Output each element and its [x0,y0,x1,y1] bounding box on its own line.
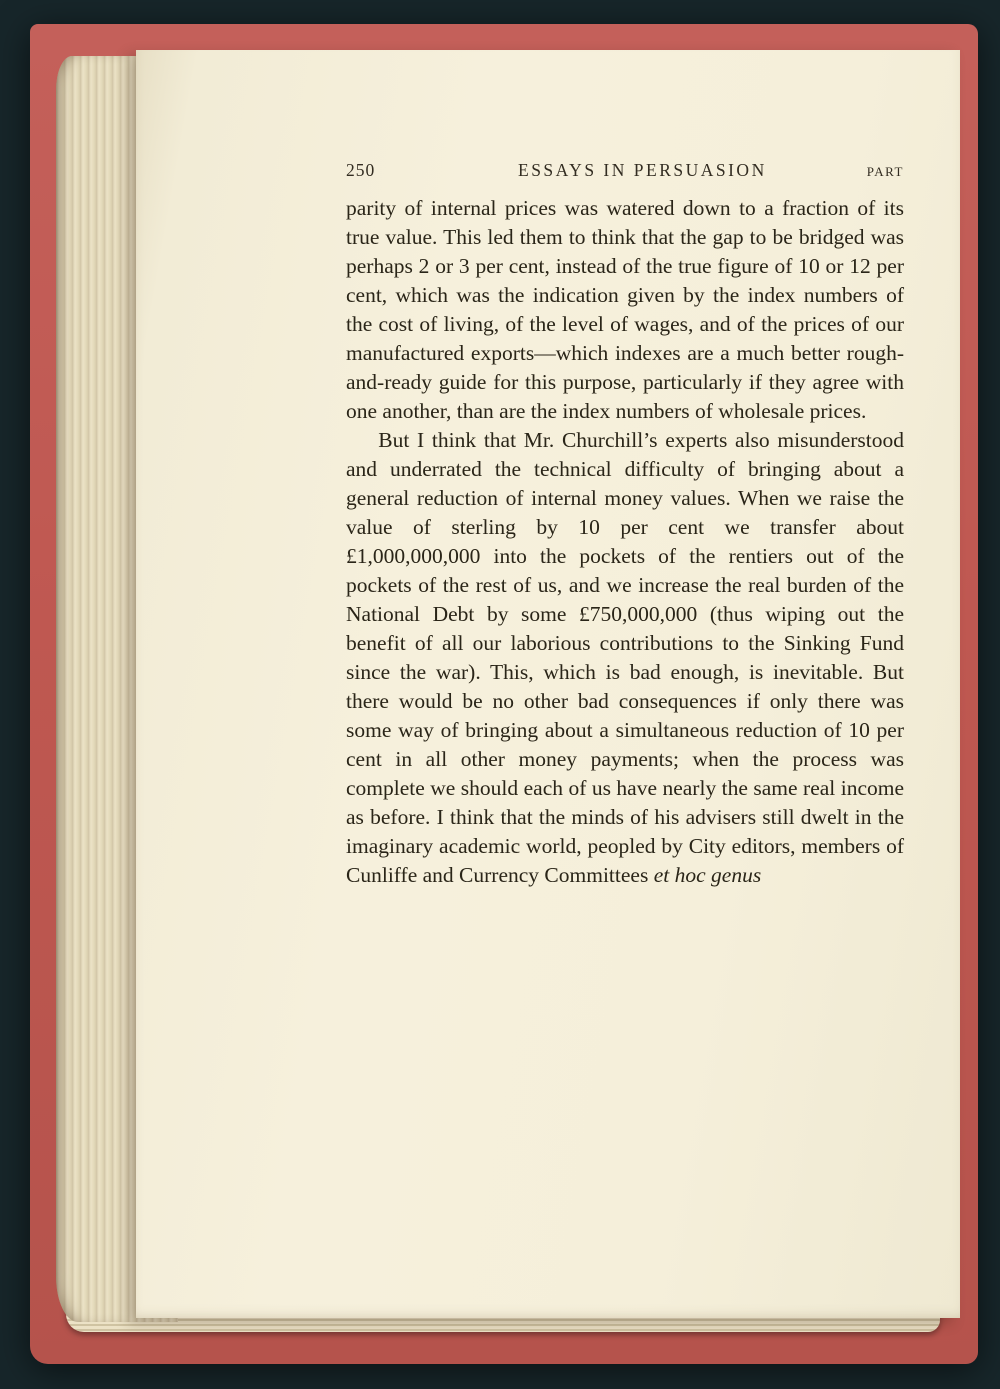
paragraph-2 [346,426,904,890]
book-page [136,50,960,1318]
part-label: PART [866,164,904,179]
page-header [346,160,904,181]
page-number: 250 [346,160,376,180]
latin-phrase: et hoc genus [653,863,762,887]
paragraph-1: parity of internal prices was watered down to a fraction of its true value. This led them to think that the gap to be bridged was perhaps 2 or 3 per cent, instead of the true figure of 10 or 12 per cent, which was the indication given by the index numbers of the cost of living, of the level of wages, and of the prices of our manufactured exports—which indexes are a much better rough-and-ready guide for this purpose, particularly if they agree with one another, than are the index numbers of wholesale prices. [346,196,904,423]
body-text [346,194,904,890]
running-title: ESSAYS IN PERSUASION [518,160,767,180]
paragraph-2-text: But I think that Mr. Churchill’s experts also misunderstood and underrated the technical difficulty of bringing about a general reduction of internal money values. When we raise the value of sterling by 10 per cent we transfer about £1,000,000,000 into the pockets of the rentiers out of the pockets of the rest of us, and we increase the real burden of the National Debt by some £750,000,000 (thus wiping out the benefit of all our laborious contributions to the Sinking Fund since the war). This, which is bad enough, is inevitable. But there would be no other bad consequences if only there was some way of bringing about a simultaneous reduction of 10 per cent in all other money payments; when the process was complete we should each of us have nearly the same real income as before. I think that the minds of his advisers still dwelt in the imaginary academic world, peopled by City editors, members of Cunliffe and Currency Committees [346,428,904,887]
